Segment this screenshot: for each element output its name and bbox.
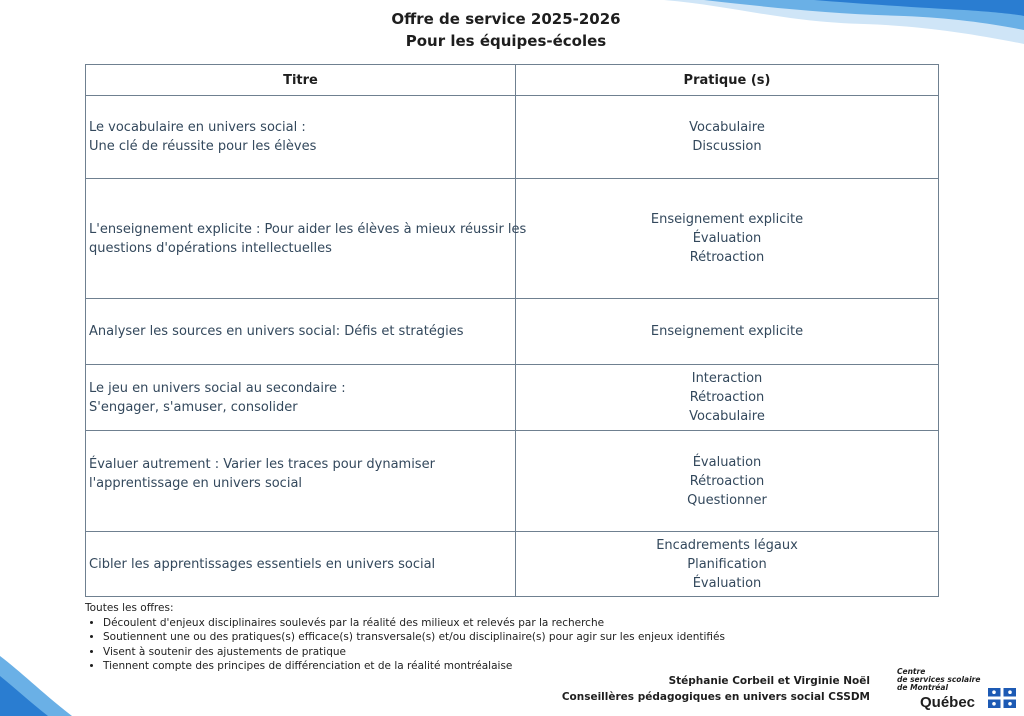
- practice-item: Discussion: [692, 139, 762, 154]
- row-title-line: questions d'opérations intellectuelles: [89, 240, 332, 256]
- row-practices-cell: [516, 299, 939, 365]
- page-title: [0, 8, 1012, 52]
- row-title-cell: [86, 365, 516, 431]
- practice-item: Questionner: [687, 492, 767, 508]
- row-title-line: Le jeu en univers social au secondaire :: [89, 380, 346, 396]
- row-title-cell: [86, 431, 516, 532]
- row-title-line: Analyser les sources en univers social: Défis et stratégies: [89, 324, 464, 339]
- practice-item: Rétroaction: [689, 250, 765, 265]
- authors-role: Conseillères pédagogiques en univers social CSSDM: [561, 691, 870, 703]
- practice-item: Enseignement explicite: [650, 324, 804, 339]
- practice-item: Enseignement explicite: [650, 212, 804, 227]
- service-offer-table: [85, 64, 939, 597]
- row-title-cell: [86, 532, 516, 597]
- row-practices-cell: [516, 365, 939, 431]
- practice-item: Évaluation: [692, 231, 762, 246]
- title-line-2: Pour les équipes-écoles: [405, 32, 607, 50]
- row-practices-cell: [516, 431, 939, 532]
- row-title-line: L'enseignement explicite : Pour aider les élèves à mieux réussir les: [89, 221, 527, 237]
- table-row: [86, 365, 939, 431]
- list-item: • Découlent d'enjeux disciplinaires soulevés par la réalité des milieux et relevés par la recherche: [103, 616, 785, 631]
- row-title-line: S'engager, s'amuser, consolider: [89, 399, 298, 415]
- column-header-title: Titre: [86, 65, 516, 96]
- title-line-1: Offre de service 2025-2026: [391, 10, 621, 28]
- row-title-line: Une clé de réussite pour les élèves: [89, 139, 317, 154]
- decorative-wave-bottom: [0, 646, 80, 716]
- list-item: • Visent à soutenir des ajustements de pratique: [103, 645, 785, 660]
- list-item: • Soutiennent une ou des pratiques(s) efficace(s) transversale(s) et/ou disciplinaire(s) pour agir sur les enjeux identifiés: [103, 630, 785, 645]
- practice-item: Évaluation: [692, 575, 762, 591]
- table-row: [86, 532, 939, 597]
- practice-item: Planification: [687, 556, 767, 572]
- row-title-line: Cibler les apprentissages essentiels en univers social: [89, 556, 436, 572]
- logo-wordmark: Québec: [920, 694, 976, 711]
- practice-item: Interaction: [691, 371, 763, 386]
- row-practices-cell: [516, 179, 939, 299]
- practice-item: Rétroaction: [689, 473, 765, 489]
- practice-item: Encadrements légaux: [656, 537, 798, 553]
- table-header-row: [86, 65, 939, 96]
- practice-item: Vocabulaire: [689, 409, 765, 424]
- row-title-line: Le vocabulaire en univers social :: [89, 120, 306, 135]
- authors-block: [562, 673, 870, 705]
- table-row: [86, 179, 939, 299]
- row-title-cell: [86, 299, 516, 365]
- table-row: [86, 431, 939, 532]
- practice-item: Évaluation: [692, 454, 762, 470]
- row-title-line: l'apprentissage en univers social: [89, 476, 303, 491]
- row-title-cell: [86, 179, 527, 299]
- table-row: [86, 96, 939, 179]
- practice-item: Vocabulaire: [689, 120, 765, 135]
- row-practices-cell: [516, 532, 939, 597]
- column-header-practices: Pratique (s): [516, 65, 939, 96]
- row-title-cell: [86, 96, 516, 179]
- table-row: [86, 299, 939, 365]
- list-item: • Tiennent compte des principes de différenciation et de la réalité montréalaise: [103, 659, 785, 674]
- cssdm-quebec-logo: [897, 668, 1019, 712]
- row-title-line: Évaluer autrement : Varier les traces pour dynamiser: [89, 457, 435, 472]
- quebec-flag-icon: [988, 688, 1016, 708]
- practice-item: Rétroaction: [689, 390, 765, 405]
- logo-org-name: Centre de services scolaire de Montréal: [897, 667, 981, 692]
- authors-names: Stéphanie Corbeil et Virginie Noël: [668, 675, 870, 687]
- notes-heading: Toutes les offres:: [85, 602, 174, 614]
- notes-list: [85, 616, 785, 674]
- notes-section: [85, 601, 785, 674]
- row-practices-cell: [516, 96, 939, 179]
